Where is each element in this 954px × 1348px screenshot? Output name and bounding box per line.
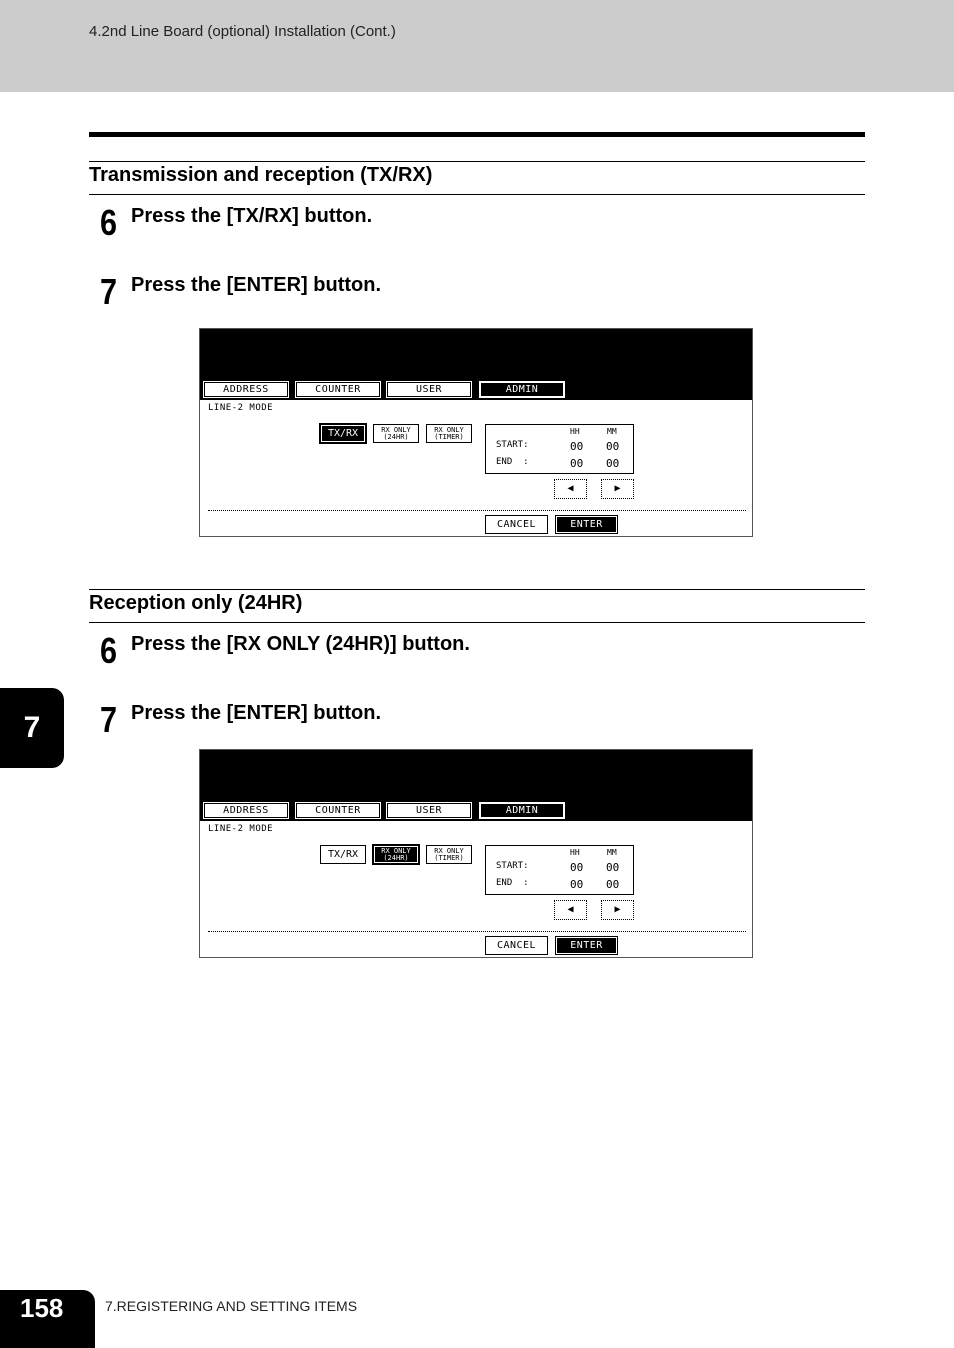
page-number: 158: [20, 1293, 64, 1323]
step-number: 7: [100, 271, 118, 312]
start-mm-value[interactable]: 00: [606, 440, 620, 453]
section-title-txrx: Transmission and reception (TX/RX): [89, 164, 433, 186]
mm-label: MM: [607, 848, 617, 857]
enter-button[interactable]: ENTER: [555, 515, 618, 534]
step-number: 6: [100, 202, 118, 243]
tab-address[interactable]: ADDRESS: [204, 803, 288, 818]
rx-only-24hr-button[interactable]: [373, 845, 419, 864]
line2-mode-panel-txrx: [199, 328, 753, 537]
panel-divider: [208, 931, 746, 932]
start-label: START:: [496, 861, 529, 871]
mode-label: LINE-2 MODE: [208, 403, 274, 413]
mm-label: MM: [607, 427, 617, 436]
page-header: [0, 0, 954, 92]
start-hh-value[interactable]: 00: [570, 861, 584, 874]
end-hh-value[interactable]: 00: [570, 878, 584, 891]
tab-admin[interactable]: ADMIN: [480, 803, 564, 818]
step-text: Press the [RX ONLY (24HR)] button.: [131, 633, 470, 655]
start-hh-value[interactable]: 00: [570, 440, 584, 453]
button-label-line1: RX ONLY: [381, 846, 411, 855]
button-label-line2: (TIMER): [434, 432, 464, 441]
left-arrow-button[interactable]: ◀: [554, 900, 587, 920]
page-number-box: [0, 1290, 95, 1348]
button-label-line2: (TIMER): [434, 853, 464, 862]
button-label-line2: (24HR): [383, 432, 409, 441]
timer-box: [485, 845, 634, 895]
step-number: 6: [100, 630, 118, 671]
end-label: END :: [496, 457, 529, 467]
step-number: 7: [100, 699, 118, 740]
tab-address[interactable]: ADDRESS: [204, 382, 288, 397]
cancel-button[interactable]: CANCEL: [485, 936, 548, 955]
panel-divider: [208, 510, 746, 511]
step-text: Press the [ENTER] button.: [131, 274, 382, 296]
end-label: END :: [496, 878, 529, 888]
timer-box: [485, 424, 634, 474]
left-arrow-button[interactable]: ◀: [554, 479, 587, 499]
end-hh-value[interactable]: 00: [570, 457, 584, 470]
chapter-tab: 7: [0, 688, 64, 768]
rx-only-timer-button[interactable]: [426, 424, 472, 443]
tab-admin[interactable]: ADMIN: [480, 382, 564, 397]
rx-only-timer-button[interactable]: [426, 845, 472, 864]
txrx-button[interactable]: TX/RX: [320, 845, 366, 864]
end-mm-value[interactable]: 00: [606, 878, 620, 891]
line2-mode-panel-rx24: [199, 749, 753, 958]
tab-counter[interactable]: COUNTER: [296, 382, 380, 397]
right-arrow-button[interactable]: ▶: [601, 900, 634, 920]
header-title: 4.2nd Line Board (optional) Installation (Cont.): [89, 23, 396, 40]
hh-label: HH: [570, 427, 580, 436]
section-rule-bottom: [89, 194, 865, 195]
footer-chapter-title: 7.REGISTERING AND SETTING ITEMS: [105, 1298, 358, 1314]
start-mm-value[interactable]: 00: [606, 861, 620, 874]
top-divider: [89, 132, 865, 137]
right-arrow-button[interactable]: ▶: [601, 479, 634, 499]
mode-label: LINE-2 MODE: [208, 824, 274, 834]
step-text: Press the [ENTER] button.: [131, 702, 382, 724]
button-label-line1: RX ONLY: [434, 425, 464, 434]
hh-label: HH: [570, 848, 580, 857]
start-label: START:: [496, 440, 529, 450]
button-label-line1: RX ONLY: [381, 425, 411, 434]
section-title-rx24: Reception only (24HR): [89, 592, 303, 614]
cancel-button[interactable]: CANCEL: [485, 515, 548, 534]
end-mm-value[interactable]: 00: [606, 457, 620, 470]
section-rule-top: [89, 589, 865, 590]
txrx-button[interactable]: TX/RX: [320, 424, 366, 443]
enter-button[interactable]: ENTER: [555, 936, 618, 955]
section-rule-top: [89, 161, 865, 162]
section-rule-bottom: [89, 622, 865, 623]
tab-user[interactable]: USER: [387, 803, 471, 818]
tab-user[interactable]: USER: [387, 382, 471, 397]
button-label-line2: (24HR): [383, 853, 409, 862]
tab-counter[interactable]: COUNTER: [296, 803, 380, 818]
rx-only-24hr-button[interactable]: [373, 424, 419, 443]
button-label-line1: RX ONLY: [434, 846, 464, 855]
step-text: Press the [TX/RX] button.: [131, 205, 373, 227]
